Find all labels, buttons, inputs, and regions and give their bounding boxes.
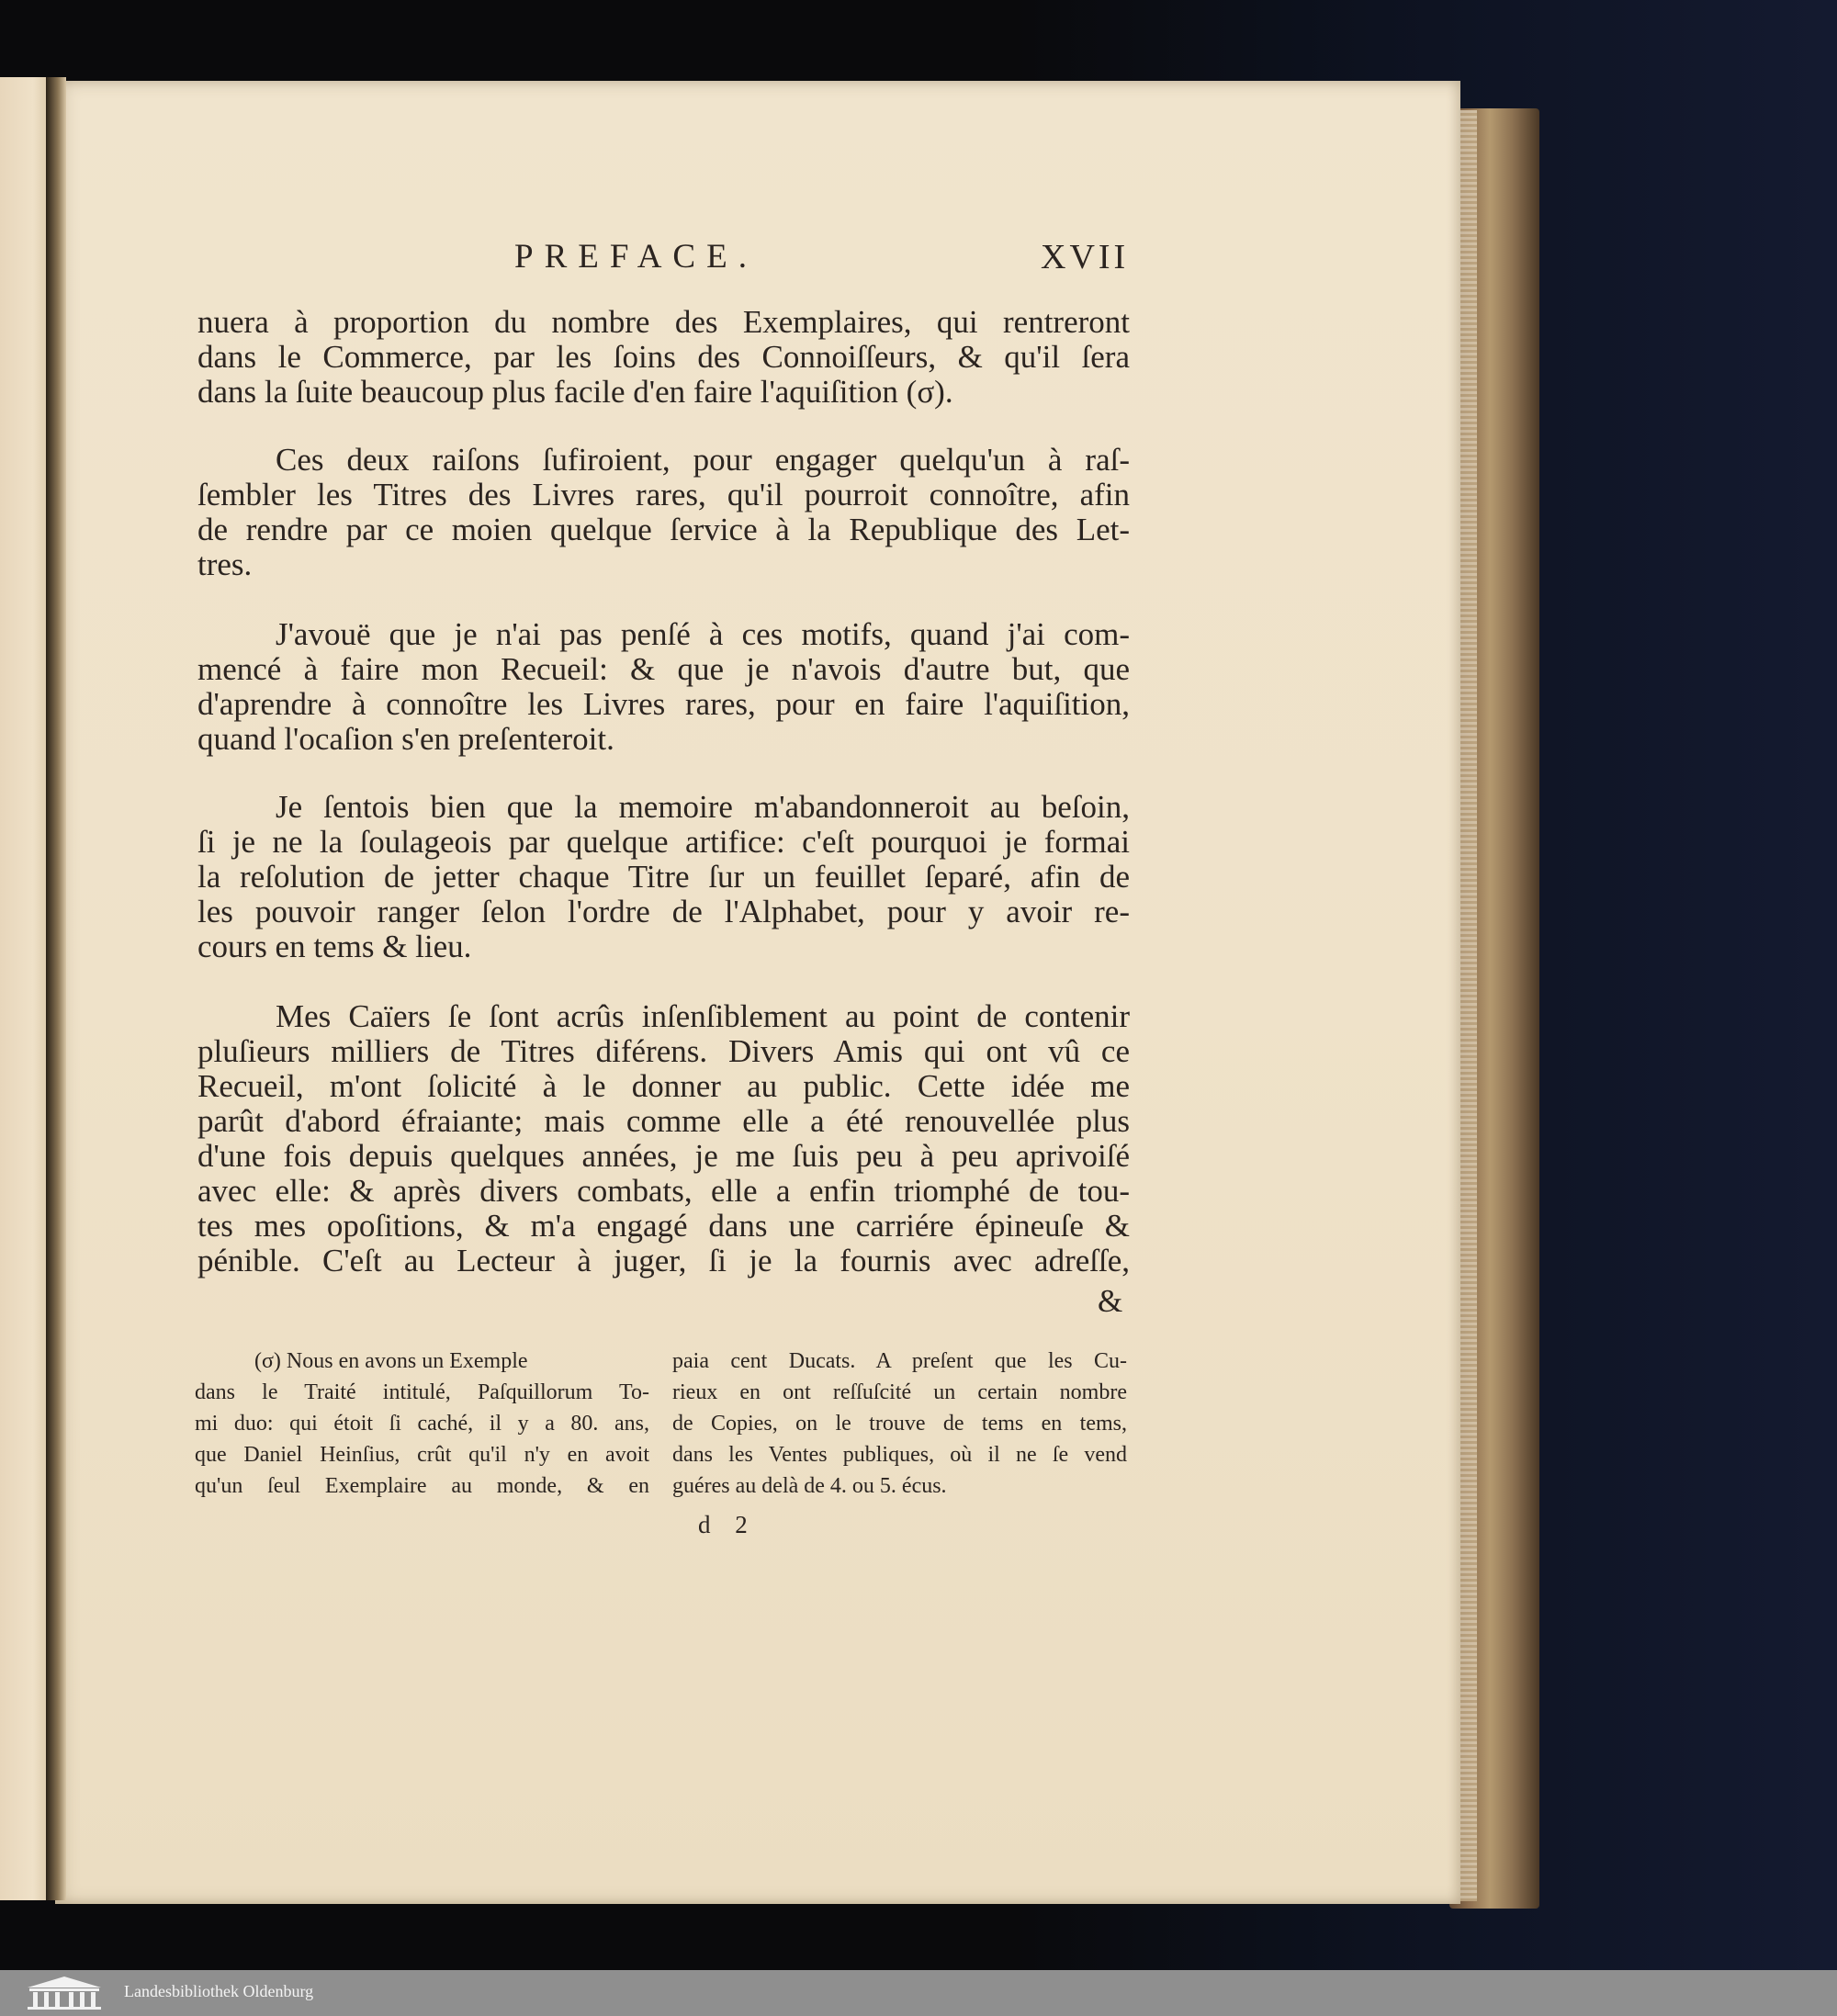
text-line: quand l'ocaſion s'en preſenteroit. <box>197 721 614 757</box>
page-number: XVII <box>1041 238 1130 276</box>
text-line: pénible. C'eſt au Lecteur à juger, ſi je la fournis avec adreſſe, <box>197 1243 1130 1278</box>
page-gutter <box>46 77 66 1900</box>
running-head: PREFACE. <box>514 238 758 276</box>
text-line: nuera à proportion du nombre des Exemplaires, qui rentreront <box>197 304 1130 340</box>
footnote-line: paia cent Ducats. A preſent que les Cu- <box>672 1349 1127 1373</box>
text-line: J'avouë que je n'ai pas penſé à ces motifs, quand j'ai com- <box>276 616 1130 652</box>
text-line: tres. <box>197 546 253 582</box>
footnote-line: de Copies, on le trouve de tems en tems, <box>672 1412 1127 1436</box>
text-line: ſembler les Titres des Livres rares, qu'il pourroit connoître, afin <box>197 477 1130 512</box>
footnote-line: que Daniel Heinſius, crût qu'il n'y en avoit <box>195 1443 649 1467</box>
text-line: Ces deux raiſons ſufiroient, pour engager quelqu'un à raſ- <box>276 442 1130 478</box>
library-building-icon <box>18 1975 110 2011</box>
text-line: Je ſentois bien que la memoire m'abandonneroit au beſoin, <box>276 789 1130 825</box>
footnote-line: rieux en ont reſſuſcité un certain nombre <box>672 1380 1127 1404</box>
text-line: Mes Caïers ſe ſont acrûs inſenſiblement au point de contenir <box>276 998 1130 1034</box>
footnote-line: dans les Ventes publiques, où il ne ſe vend <box>672 1443 1127 1467</box>
library-name: Landesbibliothek Oldenburg <box>124 1982 314 2000</box>
text-line: mencé à faire mon Recueil: & que je n'avois d'autre but, que <box>197 651 1130 687</box>
text-line: d'aprendre à connoître les Livres rares, pour en faire l'aquiſition, <box>197 686 1130 722</box>
footnote-line: dans le Traité intitulé, Paſquillorum To- <box>195 1380 649 1404</box>
text-line: les pouvoir ranger ſelon l'ordre de l'Alphabet, pour y avoir re- <box>197 894 1130 929</box>
catchword: & <box>1098 1283 1123 1319</box>
signature-mark: d 2 <box>698 1511 757 1538</box>
text-line: tes mes opoſitions, & m'a engagé dans une carriére épineuſe & <box>197 1208 1130 1244</box>
text-line: pluſieurs milliers de Titres diférens. Divers Amis qui ont vû ce <box>197 1033 1130 1069</box>
text-line: d'une fois depuis quelques années, je me ſuis peu à peu aprivoiſé <box>197 1138 1130 1174</box>
text-line: avec elle: & après divers combats, elle a enfin triomphé de tou- <box>197 1173 1130 1209</box>
text-line: Recueil, m'ont ſolicité à le donner au public. Cette idée me <box>197 1068 1130 1104</box>
text-line: dans la ſuite beaucoup plus facile d'en faire l'aquiſition (σ). <box>197 374 953 410</box>
text-line: cours en tems & lieu. <box>197 929 472 964</box>
text-line: la reſolution de jetter chaque Titre ſur un feuillet ſeparé, afin de <box>197 859 1130 895</box>
text-line: parût d'abord éfraiante; mais comme elle a été renouvellée plus <box>197 1103 1130 1139</box>
footnote-line: (σ) Nous en avons un Exemple <box>254 1349 528 1373</box>
footnote-line: mi duo: qui étoit ſi caché, il y a 80. ans, <box>195 1412 649 1436</box>
text-line: de rendre par ce moien quelque ſervice à la Republique des Let- <box>197 512 1130 547</box>
page-block-edge <box>1459 110 1477 1901</box>
text-line: ſi je ne la ſoulageois par quelque artifice: c'eſt pourquoi je formai <box>197 824 1130 860</box>
text-line: dans le Commerce, par les ſoins des Connoiſſeurs, & qu'il ſera <box>197 339 1130 375</box>
footnote-line: guéres au delà de 4. ou 5. écus. <box>672 1474 947 1498</box>
footnote-line: qu'un ſeul Exemplaire au monde, & en <box>195 1474 649 1498</box>
